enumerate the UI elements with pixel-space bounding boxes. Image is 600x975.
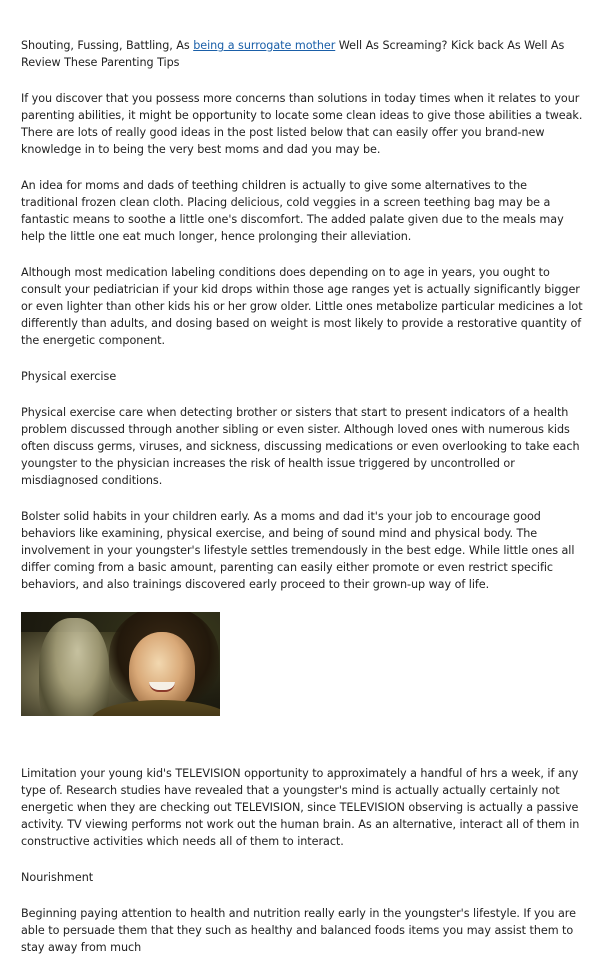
paragraph-medication: Although most medication labeling conditions does depending on to age in years, you ought to consult your pediatrician if your kid drops within those age ranges yet is actually significantly bigger or even lighter than other kids his or her grow older. Little ones metabolize particular medicines a lot differently than adults, and dosing based on weight is most likely to provide a restorative quantity of the energetic component. [21,266,583,347]
title-text-before: Shouting, Fussing, Battling, As [21,39,194,52]
article-title [21,37,583,71]
surrogate-mother-link[interactable]: being a surrogate mother [193,39,336,52]
paragraph-habits: Bolster solid habits in your children early. As a moms and dad it's your job to encourage good behaviors like examining, physical exercise, and being of sound mind and physical body. The involvement in your youngster's lifestyle settles tremendously in the best edge. While little ones all differ coming from a basic amount, parenting can easily either promote or even restrict specific behaviors, and also trainings discovered early proceed to their grown-up way of life. [21,510,575,591]
photo-woman-face [129,632,195,710]
paragraph-teething: An idea for moms and dads of teething children is actually to give some alternatives to the traditional frozen clean cloth. Placing delicious, cold veggies in a screen teething bag may be a fantastic means to soothe a little one's discomfort. The added palate given due to the meals may help the little one eat much longer, hence prolonging their alleviation. [21,179,564,243]
paragraph-television: Limitation your young kid's TELEVISION opportunity to approximately a handful of hrs a week, if any type of. Research studies have revealed that a youngster's mind is actually actually certainly not energetic when they are checking out TELEVISION, since TELEVISION observing is actually a passive activity. TV viewing performs not work out the human brain. As an alternative, interact all of them in constructive activities which needs all of them to interact. [21,767,580,848]
heading-physical-exercise: Physical exercise [21,370,117,383]
heading-nourishment: Nourishment [21,871,94,884]
article-photo [21,612,220,716]
paragraph-nutrition: Beginning paying attention to health and nutrition really early in the youngster's lifestyle. If you are able to persuade them that they such as healthy and balanced foods items you may assist them to stay away from much [21,907,576,954]
paragraph-intro: If you discover that you possess more concerns than solutions in today times when it relates to your parenting abilities, it might be opportunity to locate some clean ideas to give those abilities a tweak. There are lots of really good ideas in the post listed below that can easily offer you brand-new knowledge in to being the very best moms and dad you may be. [21,92,583,156]
title-text-after: Well As Screaming? Kick back As Well As Review These Parenting Tips [21,39,565,69]
article [21,37,583,975]
photo-background-person [39,618,109,716]
paragraph-siblings: Physical exercise care when detecting brother or sisters that start to present indicators of a health problem discussed through another sibling or even sister. Although loved ones with numerous kids often discuss germs, viruses, and sickness, discussing medications or even overlooking to take each youngster to the physician increases the risk of health issue triggered by uncontrolled or misdiagnosed conditions. [21,406,580,487]
